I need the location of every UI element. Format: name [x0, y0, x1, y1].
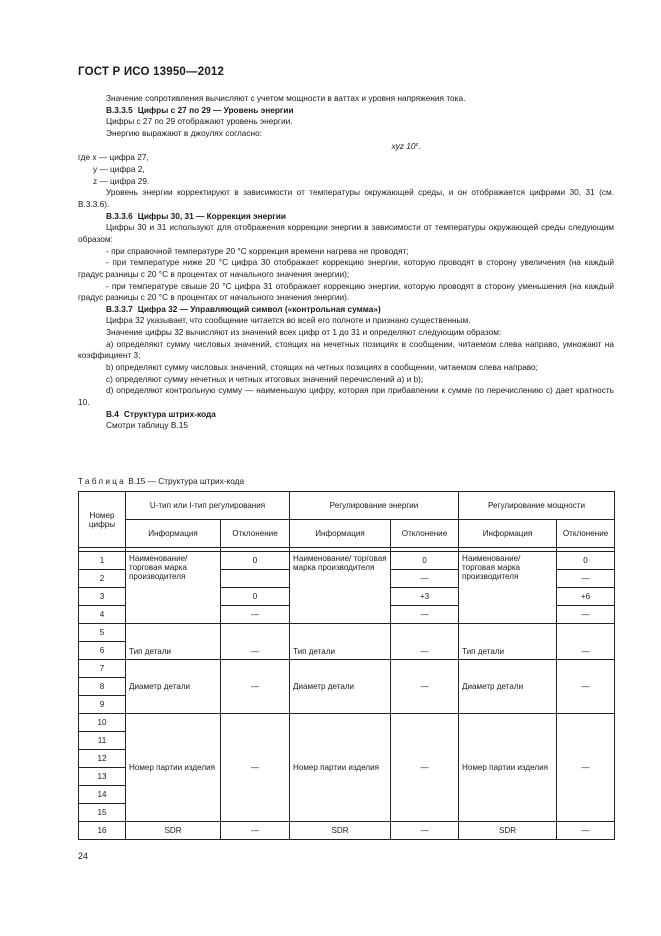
heading-title: Цифры с 27 по 29 — Уровень энергии: [137, 104, 294, 115]
deviation-value: —: [391, 570, 459, 588]
deviation-value: —: [221, 822, 290, 840]
paragraph: Цифра 32 указывает, что сообщение читается во всей его полноте и признано существенным.: [106, 315, 471, 326]
list-item: c) определяют сумму нечетных и четных итоговых значений перечислений a) и b);: [106, 373, 424, 384]
section-heading-b4: [78, 409, 614, 421]
deviation-value: —: [557, 822, 615, 840]
info-batch-number: Номер партии изделия: [126, 714, 221, 822]
barcode-structure-table: [78, 491, 615, 840]
info-sdr: SDR: [126, 822, 221, 840]
formula-exponent: z: [415, 141, 419, 148]
digit-number: 11: [79, 732, 126, 750]
section-heading-b337: [78, 304, 614, 316]
heading-number: В.3.3.5: [106, 104, 133, 115]
digit-number: 5: [79, 624, 126, 642]
deviation-value: —: [391, 624, 459, 660]
header-information: Информация: [459, 520, 557, 548]
info-part-diameter: Диаметр детали: [459, 660, 557, 714]
header-digit-number: Номер цифры: [79, 492, 126, 548]
list-item: b) определяют сумму числовых значений, стоящих на четных позициях в сообщении, читаемом слева направо;: [106, 362, 538, 373]
deviation-value: —: [221, 624, 290, 660]
paragraph: Уровень энергии корректируют в зависимости от температуры окружающей среды, и он отображается цифрами 30, 31 (см. В.3.3.6).: [78, 187, 614, 209]
deviation-value: —: [221, 714, 290, 822]
deviation-value: —: [557, 624, 615, 660]
deviation-value: —: [221, 660, 290, 714]
table-row: [79, 714, 615, 732]
heading-number: В.4: [106, 408, 119, 419]
digit-number: 1: [79, 552, 126, 570]
header-group-u-i-regulation: U-тип или I-тип регулирования: [126, 492, 290, 520]
header-group-energy-regulation: Регулирование энергии: [290, 492, 459, 520]
heading-title: Структура штрих-кода: [123, 408, 216, 419]
digit-number: 8: [79, 678, 126, 696]
page-number: 24: [78, 851, 89, 861]
table-row: [79, 552, 615, 570]
deviation-value: +6: [557, 588, 615, 606]
list-item: - при справочной температуре 20 °С коррекция времени нагрева не проводят;: [106, 245, 409, 256]
digit-number: 9: [79, 696, 126, 714]
digit-number: 15: [79, 804, 126, 822]
info-part-type: Тип детали: [126, 624, 221, 660]
list-item: a) определяют сумму числовых значений, стоящих на нечетных позициях в сообщении, читаемом слева направо, умножают на коэффициент 3;: [78, 338, 614, 361]
digit-number: 6: [79, 642, 126, 660]
header-group-power-regulation: Регулирование мощности: [459, 492, 615, 520]
document-header: ГОСТ Р ИСО 13950—2012: [78, 66, 225, 78]
table-caption: [78, 476, 244, 486]
energy-formula: xyz 10$^z$.: [391, 140, 421, 151]
info-manufacturer: Наименование/ торговая марка производителя: [290, 552, 391, 624]
deviation-value: +3: [391, 588, 459, 606]
deviation-value: —: [557, 714, 615, 822]
info-manufacturer: Наименование/ торговая марка производителя: [126, 552, 221, 624]
header-deviation: Отклонение: [221, 520, 290, 548]
digit-number: 7: [79, 660, 126, 678]
table-row: [79, 660, 615, 678]
formula-base: xyz 10: [391, 140, 416, 151]
heading-title: Цифра 32 — Управляющий символ («контрольная сумма»): [137, 303, 381, 314]
paragraph: Смотри таблицу В.15: [106, 420, 188, 431]
paragraph: Значение цифры 32 вычисляют из значений всех цифр от 1 до 31 и определяют следующим образом:: [106, 327, 502, 338]
info-batch-number: Номер партии изделия: [290, 714, 391, 822]
digit-number: 3: [79, 588, 126, 606]
info-manufacturer: Наименование/ торговая марка производителя: [459, 552, 557, 624]
digit-number: 2: [79, 570, 126, 588]
deviation-value: —: [391, 714, 459, 822]
digit-number: 12: [79, 750, 126, 768]
deviation-value: —: [391, 606, 459, 624]
paragraph: Значение сопротивления вычисляют с учетом мощности в ваттах и уровня напряжения тока.: [106, 93, 466, 103]
deviation-value: —: [557, 606, 615, 624]
caption-text: В.15 — Структура штрих-кода: [128, 476, 245, 486]
info-part-type: Тип детали: [290, 624, 391, 660]
body-text: [78, 93, 614, 432]
header-information: Информация: [126, 520, 221, 548]
where-line: z — цифра 29.: [93, 175, 150, 186]
info-part-diameter: Диаметр детали: [126, 660, 221, 714]
caption-label: Таблица: [78, 476, 126, 486]
paragraph: Энергию выражают в джоулях согласно:: [106, 127, 263, 138]
digit-number: 14: [79, 786, 126, 804]
digit-number: 13: [79, 768, 126, 786]
table-row: [79, 624, 615, 642]
header-deviation: Отклонение: [391, 520, 459, 548]
deviation-value: 0: [221, 552, 290, 570]
deviation-value: —: [391, 822, 459, 840]
deviation-value: [221, 570, 290, 588]
where-line: y — цифра 2,: [93, 163, 145, 174]
heading-number: В.3.3.6: [106, 210, 133, 221]
deviation-value: 0: [557, 552, 615, 570]
deviation-value: —: [221, 606, 290, 624]
info-sdr: SDR: [290, 822, 391, 840]
heading-title: Цифры 30, 31 — Коррекция энергии: [137, 210, 286, 221]
info-batch-number: Номер партии изделия: [459, 714, 557, 822]
deviation-value: 0: [391, 552, 459, 570]
info-part-type: Тип детали: [459, 624, 557, 660]
deviation-value: —: [557, 660, 615, 714]
list-item: d) определяют контрольную сумму — наименьшую цифру, которая при прибавлении к сумме по перечислению c) дает кратность 10.: [78, 385, 614, 408]
header-information: Информация: [290, 520, 391, 548]
section-heading-b336: [78, 211, 614, 223]
list-item: - при температуре свыше 20 °С цифра 31 отображает коррекцию энергии, которую проводят в сторону уменьшения (на каждый градус разницы с 20 °С в процентах от начального значения энергии).: [78, 280, 614, 303]
digit-number: 4: [79, 606, 126, 624]
digit-number: 10: [79, 714, 126, 732]
deviation-value: 0: [221, 588, 290, 606]
paragraph: Цифры 30 и 31 используют для отображения коррекции энергии в зависимости от температуры окружающей среды следующим образом:: [78, 222, 614, 244]
info-part-diameter: Диаметр детали: [290, 660, 391, 714]
list-item: - при температуре ниже 20 °С цифра 30 отображает коррекцию энергии, которую проводят в сторону увеличения (на каждый градус разницы с 20 °С в процентах от начального значения энергии);: [78, 257, 614, 279]
deviation-value: —: [557, 570, 615, 588]
where-line: где x — цифра 27,: [78, 152, 149, 163]
table-row: [79, 822, 615, 840]
paragraph: Цифры с 27 по 29 отображают уровень энергии.: [106, 116, 293, 127]
header-deviation: Отклонение: [557, 520, 615, 548]
deviation-value: —: [391, 660, 459, 714]
digit-number: 16: [79, 822, 126, 840]
info-sdr: SDR: [459, 822, 557, 840]
heading-number: В.3.3.7: [106, 303, 133, 314]
section-heading-b335: [78, 105, 614, 117]
